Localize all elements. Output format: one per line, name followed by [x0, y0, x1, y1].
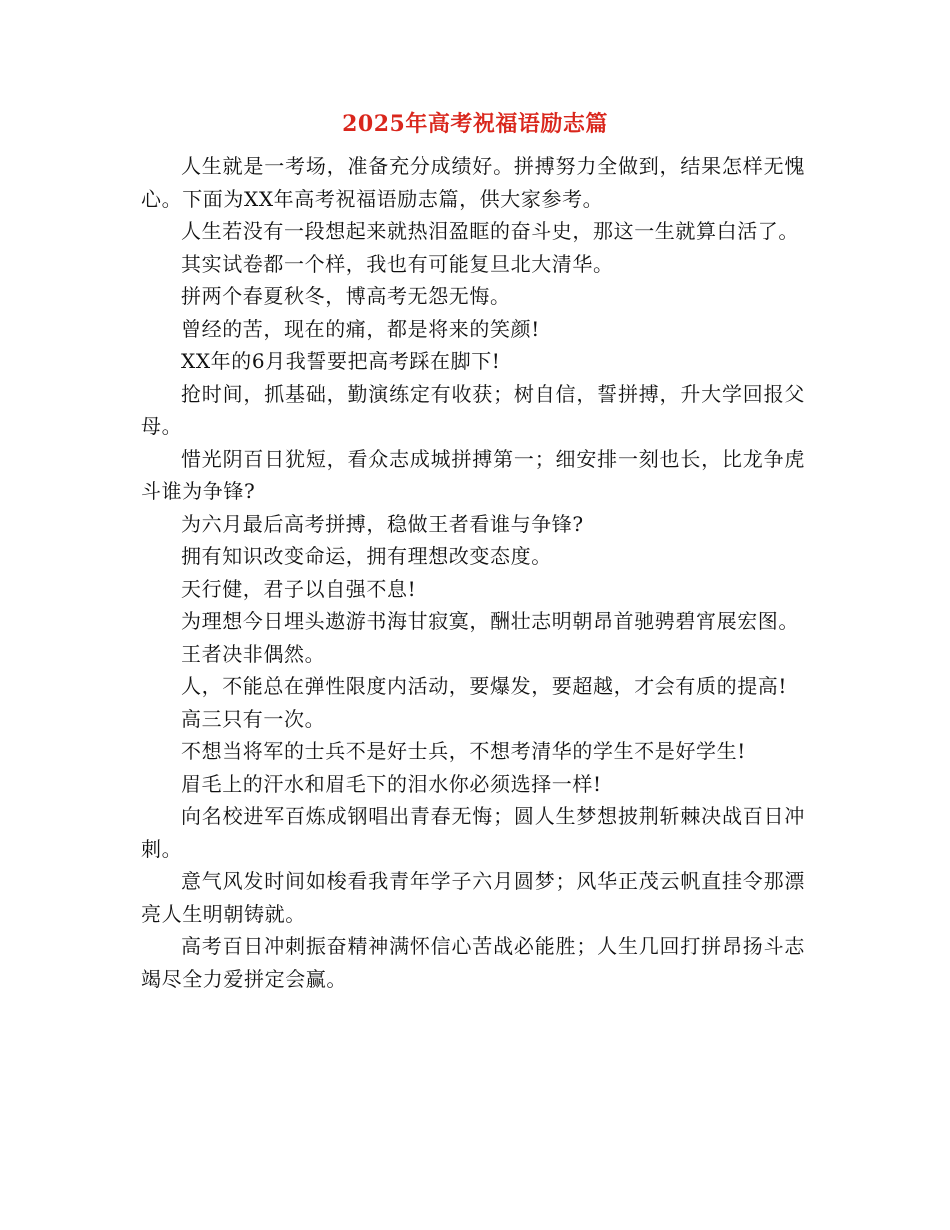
paragraph: 其实试卷都一个样，我也有可能复旦北大清华。 — [181, 251, 614, 276]
paragraph: 意气风发时间如梭看我青年学子六月圆梦；风华正茂云帆直挂令那漂亮人生明朝铸就。 — [141, 869, 805, 926]
paragraph: 抢时间，抓基础，勤演练定有收获；树自信，誓拼搏，升大学回报父母。 — [141, 381, 805, 438]
paragraph: 不想当将军的士兵不是好士兵，不想考清华的学生不是好学生! — [181, 739, 746, 763]
paragraph: 拥有知识改变命运，拥有理想改变态度。 — [181, 544, 552, 568]
paragraph: 为六月最后高考拼搏，稳做王者看谁与争锋? — [181, 511, 584, 536]
document-title: 2025年高考祝福语励志篇 — [342, 111, 608, 137]
paragraph: 人，不能总在弹性限度内活动，要爆发，要超越，才会有质的提高! — [181, 674, 788, 698]
paragraph: 眉毛上的汗水和眉毛下的泪水你必须选择一样! — [181, 771, 602, 796]
paragraph: 拼两个春夏秋冬，博高考无怨无悔。 — [181, 284, 511, 308]
paragraph: 为理想今日埋头遨游书海甘寂寞，酬壮志明朝昂首驰骋碧宵展宏图。 — [181, 609, 799, 633]
paragraph: XX年的6月我誓要把高考踩在脚下! — [181, 349, 501, 373]
paragraph: 人生就是一考场，准备充分成绩好。拼搏努力全做到，结果怎样无愧心。下面为XX年高考祝福语励志篇，供大家参考。 — [141, 154, 805, 211]
paragraph: 王者决非偶然。 — [181, 641, 326, 666]
paragraph: 高考百日冲刺振奋精神满怀信心苦战必能胜；人生几回打拼昂扬斗志竭尽全力爱拼定会赢。 — [141, 934, 805, 991]
paragraph: 惜光阴百日犹短，看众志成城拼搏第一；细安排一刻也长，比龙争虎斗谁为争锋? — [141, 446, 805, 503]
paragraph: 曾经的苦，现在的痛，都是将来的笑颜! — [181, 316, 540, 341]
paragraph: 人生若没有一段想起来就热泪盈眶的奋斗史，那这一生就算白活了。 — [181, 219, 799, 243]
paragraph: 高三只有一次。 — [181, 706, 326, 731]
document-body — [141, 150, 805, 995]
paragraph: 向名校进军百炼成钢唱出青春无悔；圆人生梦想披荆斩棘决战百日冲刺。 — [141, 804, 805, 861]
paragraph: 天行健，君子以自强不息! — [181, 576, 417, 601]
